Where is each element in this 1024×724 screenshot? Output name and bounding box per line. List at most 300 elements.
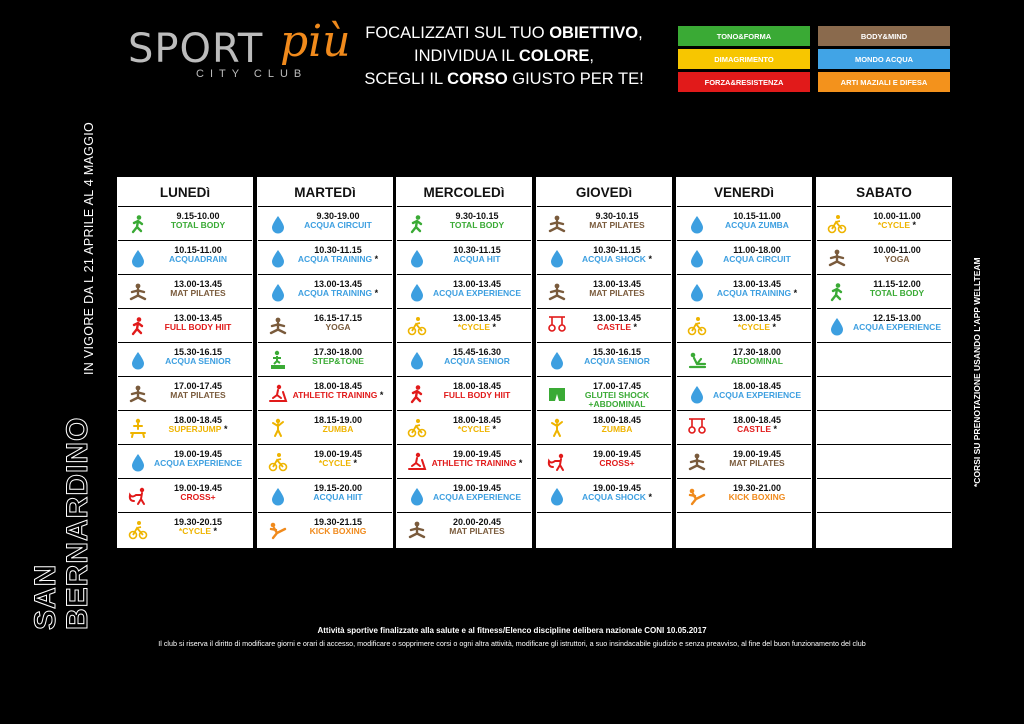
class-slot	[258, 479, 392, 513]
class-name-row	[286, 221, 390, 230]
class-name: ABDOMINAL	[731, 356, 783, 366]
class-time: 13.00-13.45	[313, 279, 363, 289]
class-name-row	[146, 289, 250, 298]
class-name-row	[845, 289, 949, 298]
day-header: SABATO	[817, 178, 951, 207]
class-name-row	[705, 323, 809, 332]
class-time: 19.30-21.15	[313, 517, 363, 527]
day-column	[257, 177, 393, 548]
class-slot	[118, 377, 252, 411]
class-name-row	[705, 425, 809, 434]
water-drop-icon	[407, 486, 427, 506]
class-name-row	[286, 255, 390, 264]
cycle-icon	[407, 316, 427, 336]
class-slot	[677, 479, 811, 513]
water-drop-icon	[547, 248, 567, 268]
class-name-row	[286, 493, 390, 502]
class-name-row	[705, 493, 809, 502]
class-slot	[397, 343, 531, 377]
class-name: ACQUA SHOCK	[582, 254, 646, 264]
treadmill-icon	[268, 384, 288, 404]
class-slot	[118, 445, 252, 479]
class-name-row	[845, 221, 949, 230]
class-time: 19.00-19.45	[173, 483, 223, 493]
class-time: 10.15-11.00	[174, 245, 222, 255]
class-slot	[817, 343, 951, 377]
class-slot	[817, 309, 951, 343]
cycle-icon	[268, 452, 288, 472]
class-time: 17.00-17.45	[592, 381, 642, 391]
class-time: 9.30-10.15	[455, 211, 499, 221]
class-time: 10.15-11.00	[733, 211, 781, 221]
class-name: ACQUA EXPERIENCE	[712, 390, 801, 400]
class-time: 19.00-19.45	[313, 449, 363, 459]
class-name-row	[286, 289, 390, 298]
legend-item: BODY&MIND	[818, 26, 950, 46]
class-name: *CYCLE	[178, 526, 212, 536]
class-name: ACQUA TRAINING	[716, 288, 792, 298]
class-name-row	[146, 255, 250, 264]
water-drop-icon	[547, 350, 567, 370]
class-time: 17.30-18.00	[313, 347, 363, 357]
class-time: 9.30-19.00	[316, 211, 360, 221]
day-header: LUNEDì	[118, 178, 252, 207]
class-time: 18.00-18.45	[732, 381, 782, 391]
class-name-row	[425, 221, 529, 230]
club-logo	[128, 16, 358, 92]
class-name-row	[425, 391, 529, 400]
class-slot	[677, 241, 811, 275]
booking-required-star: *	[221, 424, 228, 434]
class-name-row	[286, 323, 390, 332]
class-time: 10.30-11.15	[314, 245, 362, 255]
class-name-row	[146, 391, 250, 400]
cycle-icon	[407, 418, 427, 438]
class-name: CROSS+	[599, 458, 635, 468]
water-drop-icon	[687, 282, 707, 302]
class-slot	[258, 207, 392, 241]
water-drop-icon	[547, 486, 567, 506]
kick-icon	[268, 520, 288, 540]
class-slot	[397, 479, 531, 513]
class-name: ZUMBA	[601, 424, 633, 434]
class-slot	[817, 377, 951, 411]
day-header: VENERDì	[677, 178, 811, 207]
cycle-icon	[128, 520, 148, 540]
class-name: MAT PILATES	[449, 526, 505, 536]
class-time: 13.00-13.45	[592, 279, 642, 289]
footer-line-2: Il club si riserva il diritto di modificare giorni e orari di accesso, modificare o sopprimere corsi o ogni altra attività, modificare gli istruttori, a suo insindacabile giudizio e senza preavviso, al fine del buon funzionamento del club	[158, 639, 866, 648]
booking-required-star: *	[770, 322, 777, 332]
class-slot	[258, 275, 392, 309]
class-name: ACQUA EXPERIENCE	[432, 288, 521, 298]
class-name: *CYCLE	[457, 322, 491, 332]
class-slot	[258, 377, 392, 411]
class-name: *CYCLE	[457, 424, 491, 434]
booking-required-star: *	[490, 322, 497, 332]
class-time: 19.00-19.45	[452, 483, 502, 493]
class-name: ACQUA SENIOR	[165, 356, 231, 366]
class-name: *CYCLE	[737, 322, 771, 332]
class-name-row	[705, 289, 809, 298]
class-name-row	[845, 323, 949, 332]
class-name: ACQUA HIT	[453, 254, 501, 264]
class-name-row	[705, 221, 809, 230]
step-icon	[268, 350, 288, 370]
class-slot	[537, 275, 671, 309]
dancer-icon	[268, 418, 288, 438]
class-slot	[258, 343, 392, 377]
class-name: *CYCLE	[318, 458, 352, 468]
water-drop-icon	[687, 384, 707, 404]
class-name: *CYCLE	[877, 220, 911, 230]
logo-subtitle: CITY CLUB	[196, 68, 308, 80]
class-name: CASTLE	[596, 322, 631, 332]
booking-required-star: *	[770, 424, 777, 434]
class-name: ATHLETIC TRAINING	[431, 458, 517, 468]
legend-item: DIMAGRIMENTO	[678, 49, 810, 69]
class-name: KICK BOXING	[728, 492, 786, 502]
class-name: MAT PILATES	[170, 288, 226, 298]
class-name: GLUTEI SHOCK +ABDOMINAL	[584, 390, 650, 409]
booking-required-star: *	[630, 322, 637, 332]
class-slot	[118, 241, 252, 275]
class-time: 19.30-21.00	[732, 483, 782, 493]
class-slot	[537, 513, 671, 547]
class-name-row	[146, 459, 250, 468]
booking-required-star: *	[645, 492, 652, 502]
class-slot	[397, 377, 531, 411]
day-column	[676, 177, 812, 548]
class-time: 10.00-11.00	[873, 245, 921, 255]
legend-item: TONO&FORMA	[678, 26, 810, 46]
class-slot	[537, 411, 671, 445]
meditation-icon	[547, 282, 567, 302]
class-name-row	[565, 255, 669, 264]
class-slot	[677, 343, 811, 377]
situp-icon	[687, 350, 707, 370]
class-time: 13.00-13.45	[452, 313, 502, 323]
logo-brand-accent: più	[280, 16, 351, 67]
class-slot	[817, 513, 951, 547]
class-slot	[397, 309, 531, 343]
class-time: 15.45-16.30	[452, 347, 502, 357]
class-time: 18.00-18.45	[732, 415, 782, 425]
class-time: 15.30-16.15	[592, 347, 642, 357]
class-name-row	[565, 289, 669, 298]
class-slot	[677, 207, 811, 241]
battle-rope-icon	[547, 452, 567, 472]
class-name: ACQUA CIRCUIT	[304, 220, 372, 230]
class-name-row	[425, 459, 529, 468]
water-drop-icon	[407, 350, 427, 370]
class-slot	[397, 275, 531, 309]
class-slot	[537, 377, 671, 411]
validity-period: IN VIGORE DA L 21 APRILE AL 4 MAGGIO	[82, 121, 96, 375]
class-name: YOGA	[884, 254, 910, 264]
water-drop-icon	[407, 248, 427, 268]
class-name-row	[565, 221, 669, 230]
class-time: 19.00-19.45	[452, 449, 502, 459]
shorts-icon	[547, 384, 567, 404]
dancer-icon	[547, 418, 567, 438]
legend-item: FORZA&RESISTENZA	[678, 72, 810, 92]
class-slot	[677, 309, 811, 343]
class-name: SUPERJUMP	[168, 424, 222, 434]
class-slot	[817, 411, 951, 445]
day-column	[816, 177, 952, 548]
slogan-line-1: FOCALIZZATI SUL TUO OBIETTIVO,	[365, 24, 643, 42]
water-drop-icon	[268, 248, 288, 268]
class-name-row	[286, 357, 390, 366]
class-time: 12.15-13.00	[872, 313, 922, 323]
class-time: 18.00-18.45	[452, 381, 502, 391]
class-slot	[677, 377, 811, 411]
water-drop-icon	[128, 350, 148, 370]
booking-note: *CORSI SU PRENOTAZIONE USANDO L'APP WELLTEAM	[972, 257, 982, 487]
class-time: 18.00-18.45	[592, 415, 642, 425]
class-slot	[817, 445, 951, 479]
booking-required-star: *	[372, 254, 379, 264]
class-slot	[258, 241, 392, 275]
class-name-row	[705, 255, 809, 264]
class-name-row	[565, 493, 669, 502]
class-slot	[677, 513, 811, 547]
class-name-row	[146, 493, 250, 502]
legend-item: MONDO ACQUA	[818, 49, 950, 69]
class-name-row	[146, 527, 250, 536]
meditation-icon	[687, 452, 707, 472]
class-time: 10.30-11.15	[593, 245, 641, 255]
booking-required-star: *	[377, 390, 384, 400]
class-name: STEP&TONE	[312, 356, 364, 366]
class-name: ACQUA TRAINING	[297, 254, 373, 264]
meditation-icon	[407, 520, 427, 540]
class-slot	[118, 513, 252, 547]
class-name-row	[565, 425, 669, 434]
class-time: 17.30-18.00	[732, 347, 782, 357]
class-time: 15.30-16.15	[173, 347, 223, 357]
class-name: TOTAL BODY	[449, 220, 505, 230]
day-header: GIOVEDì	[537, 178, 671, 207]
class-slot	[537, 241, 671, 275]
runner-icon	[128, 316, 148, 336]
class-slot	[537, 207, 671, 241]
class-name: ACQUA EXPERIENCE	[153, 458, 242, 468]
runner-icon	[407, 384, 427, 404]
class-time: 13.00-13.45	[592, 313, 642, 323]
booking-required-star: *	[910, 220, 917, 230]
class-name-row	[286, 425, 390, 434]
water-drop-icon	[128, 452, 148, 472]
class-time: 19.30-20.15	[173, 517, 223, 527]
class-slot	[397, 445, 531, 479]
booking-required-star: *	[351, 458, 358, 468]
class-name-row	[146, 323, 250, 332]
cycle-icon	[687, 316, 707, 336]
slogan-line-2: INDIVIDUA IL COLORE,	[413, 47, 595, 65]
day-column	[396, 177, 532, 548]
class-name: MAT PILATES	[589, 288, 645, 298]
day-column	[117, 177, 253, 548]
booking-required-star: *	[791, 288, 798, 298]
class-time: 17.00-17.45	[173, 381, 223, 391]
class-name: ZUMBA	[322, 424, 354, 434]
class-time: 19.00-19.45	[173, 449, 223, 459]
class-name-row	[705, 357, 809, 366]
class-slot	[817, 241, 951, 275]
class-name-row	[425, 425, 529, 434]
class-name-row	[425, 357, 529, 366]
class-name: ACQUA SHOCK	[582, 492, 646, 502]
class-name: ACQUA SENIOR	[444, 356, 510, 366]
class-name-row	[565, 323, 669, 332]
water-drop-icon	[268, 214, 288, 234]
class-time: 11.15-12.00	[873, 279, 921, 289]
class-name-row	[286, 527, 390, 536]
class-name-row	[565, 391, 669, 409]
trampoline-icon	[128, 418, 148, 438]
location-title	[30, 417, 94, 630]
gym-rings-icon	[547, 316, 567, 336]
meditation-icon	[827, 248, 847, 268]
class-slot	[677, 411, 811, 445]
class-name-row	[286, 459, 390, 468]
class-slot	[258, 309, 392, 343]
class-time: 9.30-10.15	[595, 211, 639, 221]
meditation-icon	[128, 384, 148, 404]
logo-brand: SPORT	[128, 26, 264, 72]
class-slot	[537, 343, 671, 377]
class-time: 19.00-19.45	[592, 483, 642, 493]
class-name: ACQUA EXPERIENCE	[432, 492, 521, 502]
class-time: 18.00-18.45	[452, 415, 502, 425]
class-name: CASTLE	[736, 424, 771, 434]
gym-rings-icon	[687, 418, 707, 438]
runner-icon	[827, 282, 847, 302]
meditation-icon	[268, 316, 288, 336]
booking-required-star: *	[516, 458, 523, 468]
class-name-row	[146, 221, 250, 230]
class-name: MAT PILATES	[729, 458, 785, 468]
battle-rope-icon	[128, 486, 148, 506]
class-name: MAT PILATES	[589, 220, 645, 230]
runner-icon	[128, 214, 148, 234]
class-name-row	[425, 493, 529, 502]
slogan	[345, 22, 663, 91]
class-time: 19.00-19.45	[592, 449, 642, 459]
class-time: 13.00-13.45	[732, 313, 782, 323]
class-name: YOGA	[325, 322, 351, 332]
class-time: 18.00-18.45	[173, 415, 223, 425]
category-legend	[678, 26, 952, 94]
class-name-row	[845, 255, 949, 264]
class-slot	[817, 479, 951, 513]
water-drop-icon	[268, 486, 288, 506]
class-name-row	[146, 357, 250, 366]
booking-required-star: *	[372, 288, 379, 298]
class-time: 9.15-10.00	[176, 211, 220, 221]
class-slot	[118, 411, 252, 445]
water-drop-icon	[687, 214, 707, 234]
class-name: KICK BOXING	[309, 526, 367, 536]
class-slot	[677, 445, 811, 479]
class-time: 13.00-13.45	[173, 279, 223, 289]
kick-icon	[687, 486, 707, 506]
class-slot	[118, 309, 252, 343]
legend-item: ARTI MAZIALI E DIFESA	[818, 72, 950, 92]
class-slot	[258, 411, 392, 445]
class-name-row	[705, 459, 809, 468]
meditation-icon	[547, 214, 567, 234]
class-time: 13.00-13.45	[732, 279, 782, 289]
class-name: ACQUA CIRCUIT	[723, 254, 791, 264]
class-time: 18.00-18.45	[313, 381, 363, 391]
footer-line-1: Attività sportive finalizzate alla salute e al fitness/Elenco discipline delibera nazionale CONI 10.05.2017	[317, 626, 707, 635]
class-name-row	[565, 357, 669, 366]
class-name-row	[425, 323, 529, 332]
class-name: ACQUADRAIN	[168, 254, 228, 264]
class-slot	[397, 411, 531, 445]
class-name-row	[425, 289, 529, 298]
class-slot	[118, 207, 252, 241]
class-slot	[397, 241, 531, 275]
class-slot	[537, 479, 671, 513]
class-time: 13.00-13.45	[173, 313, 223, 323]
meditation-icon	[128, 282, 148, 302]
class-name: ACQUA SENIOR	[584, 356, 650, 366]
class-slot	[677, 275, 811, 309]
class-name: ACQUA HIIT	[313, 492, 363, 502]
class-name: MAT PILATES	[170, 390, 226, 400]
treadmill-icon	[407, 452, 427, 472]
day-column	[536, 177, 672, 548]
water-drop-icon	[128, 248, 148, 268]
class-time: 10.00-11.00	[873, 211, 921, 221]
class-slot	[258, 513, 392, 547]
class-name: ACQUA ZUMBA	[725, 220, 789, 230]
location-line-1: SAN	[29, 563, 62, 630]
day-header: MARTEDì	[258, 178, 392, 207]
class-slot	[397, 513, 531, 547]
class-slot	[537, 309, 671, 343]
class-name: ATHLETIC TRAINING	[292, 390, 378, 400]
slogan-line-3: SCEGLI IL CORSO GIUSTO PER TE!	[364, 70, 644, 88]
class-time: 19.00-19.45	[732, 449, 782, 459]
class-time: 10.30-11.15	[453, 245, 501, 255]
class-slot	[258, 445, 392, 479]
class-name: TOTAL BODY	[869, 288, 925, 298]
class-name: FULL BODY HIIT	[164, 322, 232, 332]
class-slot	[118, 479, 252, 513]
water-drop-icon	[268, 282, 288, 302]
class-slot	[118, 343, 252, 377]
class-name-row	[565, 459, 669, 468]
booking-required-star: *	[490, 424, 497, 434]
class-time: 11.00-18.00	[733, 245, 781, 255]
class-name-row	[425, 527, 529, 536]
runner-icon	[407, 214, 427, 234]
water-drop-icon	[827, 316, 847, 336]
day-header: MERCOLEDì	[397, 178, 531, 207]
class-name: ACQUA EXPERIENCE	[852, 322, 941, 332]
class-name: TOTAL BODY	[170, 220, 226, 230]
class-slot	[817, 207, 951, 241]
class-slot	[817, 275, 951, 309]
class-name: ACQUA TRAINING	[297, 288, 373, 298]
class-time: 20.00-20.45	[452, 517, 502, 527]
class-slot	[397, 207, 531, 241]
